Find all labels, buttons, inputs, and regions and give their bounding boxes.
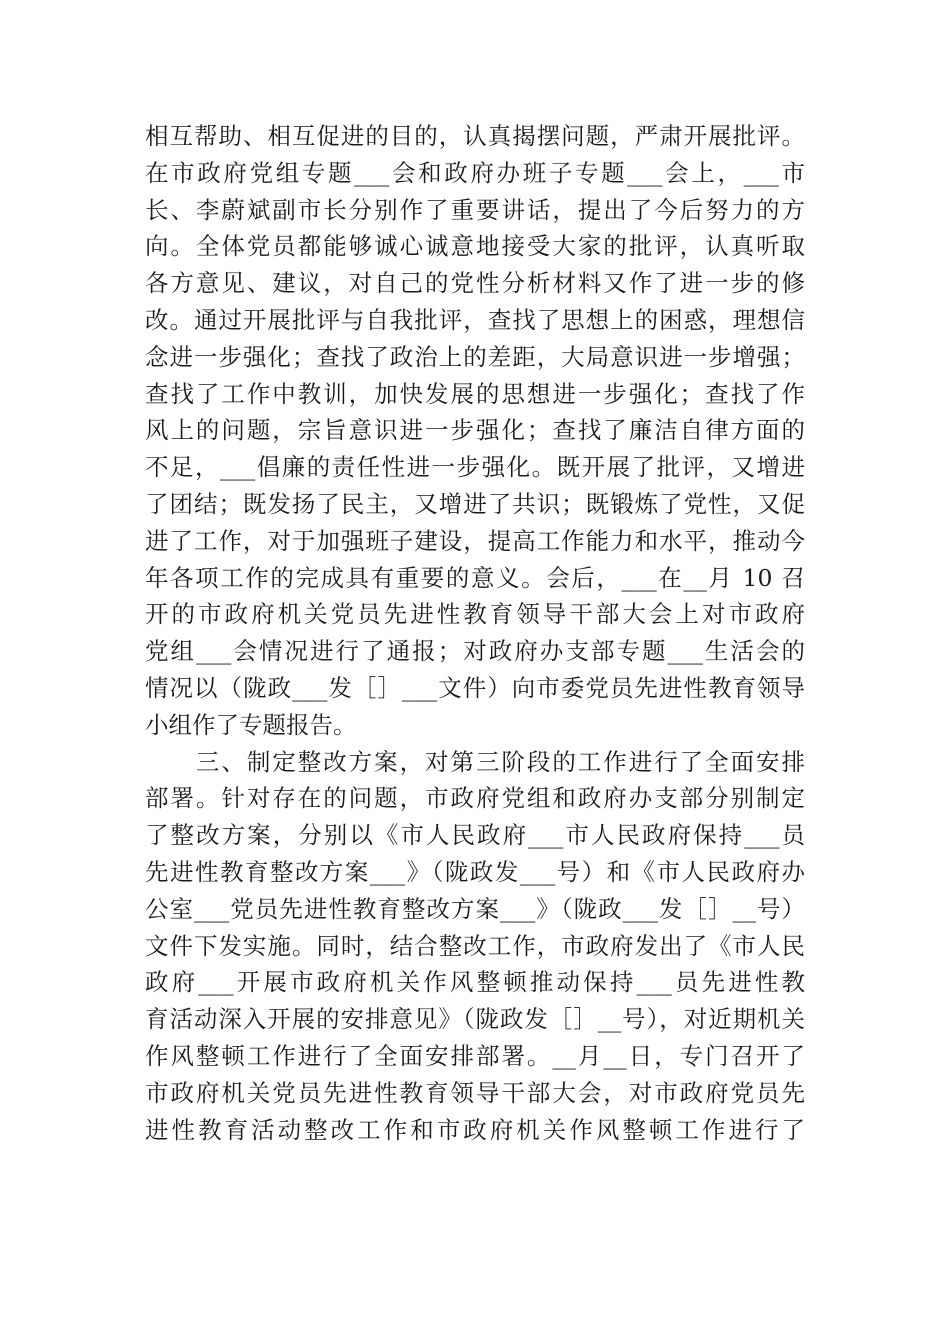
text-line: 文件下发实施。同时，结合整改工作，市政府发出了《市人民 [145, 931, 805, 960]
text-line: 在市政府党组专题___会和政府办班子专题___会上，___市 [145, 158, 805, 187]
text-line: 风上的问题，宗旨意识进一步强化；查找了廉洁自律方面的 [145, 416, 805, 445]
text-line: 部署。针对存在的问题，市政府党组和政府办支部分别制定 [145, 784, 805, 813]
text-line: 政府___开展市政府机关作风整顿推动保持___员先进性教 [145, 968, 805, 997]
text-line: 情况以（陇政___发［］___文件）向市委党员先进性教育领导 [145, 673, 805, 702]
text-line: 了整改方案，分别以《市人民政府___市人民政府保持___员 [145, 821, 805, 850]
text-line: 三、制定整改方案，对第三阶段的工作进行了全面安排 [145, 747, 805, 776]
text-line: 开的市政府机关党员先进性教育领导干部大会上对市政府 [145, 600, 805, 629]
text-line: 市政府机关党员先进性教育领导干部大会，对市政府党员先 [145, 1078, 805, 1107]
text-line: 年各项工作的完成具有重要的意义。会后，___在__月 10 召 [145, 563, 805, 592]
text-line: 进了工作，对于加强班子建设，提高工作能力和水平，推动今 [145, 526, 805, 555]
text-line: 长、李蔚斌副市长分别作了重要讲话，提出了今后努力的方 [145, 195, 805, 224]
text-line: 党组___会情况进行了通报；对政府办支部专题___生活会的 [145, 637, 805, 666]
text-line: 念进一步强化；查找了政治上的差距，大局意识进一步增强； [145, 342, 805, 371]
text-line: 查找了工作中教训，加快发展的思想进一步强化；查找了作 [145, 379, 805, 408]
text-line: 改。通过开展批评与自我批评，查找了思想上的困惑，理想信 [145, 305, 805, 334]
text-line: 进性教育活动整改工作和市政府机关作风整顿工作进行了 [145, 1115, 805, 1144]
text-line: 育活动深入开展的安排意见》（陇政发［］__号），对近期机关 [145, 1005, 805, 1034]
text-line: 不足，___倡廉的责任性进一步强化。既开展了批评，又增进 [145, 453, 805, 482]
text-line: 各方意见、建议，对自己的党性分析材料又作了进一步的修 [145, 269, 805, 298]
text-line: 相互帮助、相互促进的目的，认真揭摆问题，严肃开展批评。 [145, 122, 805, 150]
document-body [145, 118, 805, 1148]
text-line: 先进性教育整改方案___》（陇政发___号）和《市人民政府办 [145, 857, 805, 886]
text-line: 了团结；既发扬了民主，又增进了共识；既锻炼了党性，又促 [145, 489, 805, 518]
text-line: 小组作了专题报告。 [145, 710, 357, 739]
text-line: 公室___党员先进性教育整改方案___》（陇政___发［］__号） [145, 894, 805, 923]
text-line: 向。全体党员都能够诚心诚意地接受大家的批评，认真听取 [145, 232, 805, 261]
text-line: 作风整顿工作进行了全面安排部署。__月__日，专门召开了 [145, 1041, 805, 1070]
